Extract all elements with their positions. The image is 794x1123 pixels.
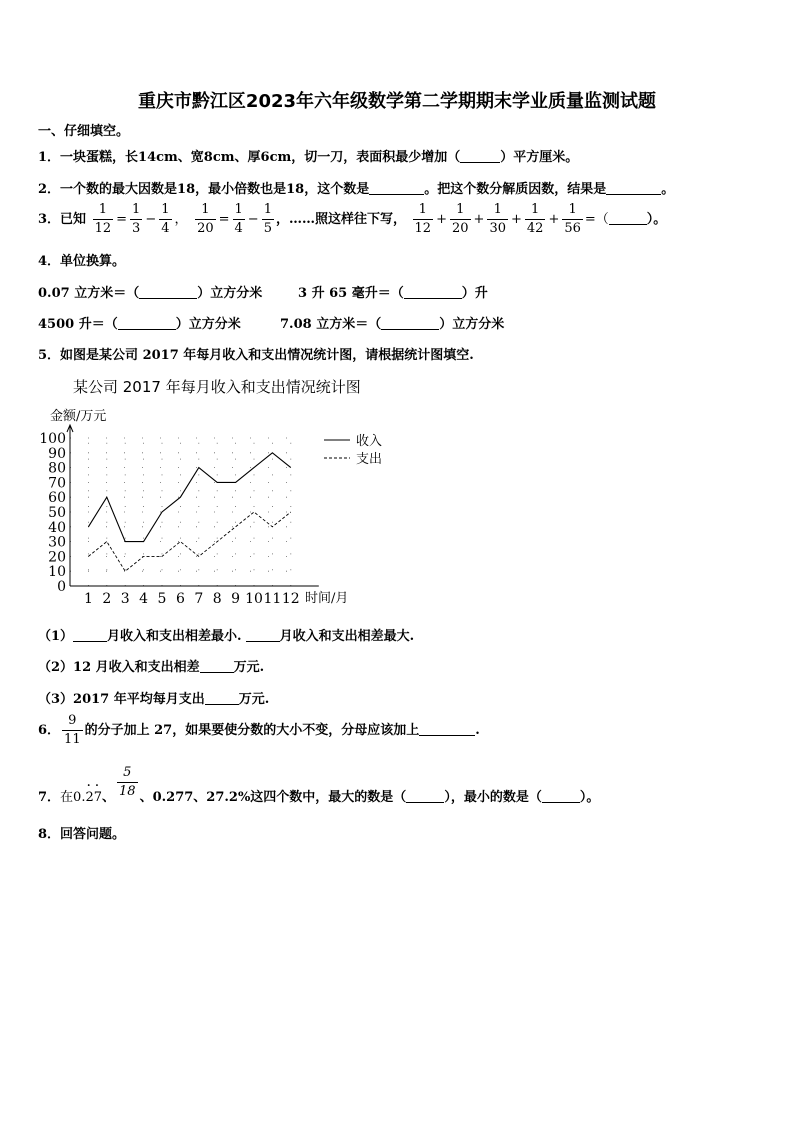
section-heading: 一、仔细填空。 [38,124,130,139]
series-line-dashed [88,512,290,571]
question-text: 、0.277、27.2%这四个数中，最大的数是（ [139,790,407,805]
x-axis-label: 时间/月 [305,591,349,606]
answer-blank[interactable] [381,316,439,330]
answer-blank[interactable] [542,789,580,803]
x-tick-label: 11 [263,591,282,607]
answer-blank[interactable] [200,659,234,673]
question-text: 如图是某公司 2017 年每月收入和支出情况统计图，请根据统计图填空. [60,348,474,363]
question-7: 7．在0.· 2· 7、 $\frac{5}{18}$ 、0.277、27.2%这四个数中，最大的数是（ ），最小的数是（ ）。 [38,764,599,805]
question-number: 4． [38,254,61,269]
page-title: 重庆市黔江区2023年六年级数学第二学期期末学业质量监测试题 [137,91,657,112]
fraction: $\frac{1}{3}$ [132,202,141,236]
answer-blank[interactable] [139,285,197,299]
line-chart [30,400,410,615]
legend-label: 收入 [356,434,383,449]
answer-blank[interactable] [369,181,424,195]
y-tick-label: 50 [48,505,66,521]
chart-series [88,453,290,571]
question-6: 6． $\frac{9}{11}$ 的分子加上 27，如果要使分数的大小不变，分母应该加上 . [38,713,480,747]
y-tick-label: 30 [48,534,66,551]
question-1 [38,146,578,165]
answer-blank[interactable] [419,722,475,736]
question-text-end: 。 [661,182,675,197]
question-text: 已知 [60,212,87,227]
question-text-mid: 。把这个数分解质因数，结果是 [424,182,607,197]
question-text: 一块蛋糕，长14cm、宽8cm、厚6cm，切一刀，表面积最少增加（ [60,150,461,165]
answer-blank[interactable] [205,691,239,705]
y-tick-label: 60 [48,490,66,507]
question-text: 的分子加上 27，如果要使分数的大小不变，分母应该加上 [84,723,420,738]
x-tick-label: 2 [102,591,112,607]
y-axis-label: 金额/万元 [50,409,107,424]
y-tick-label: 70 [48,475,66,492]
y-tick-label: 40 [48,519,66,536]
y-tick-label: 20 [48,549,66,566]
x-tick-label: 12 [281,591,300,607]
question-number: 8． [38,827,61,842]
x-tick-label: 10 [245,591,263,607]
series-line-solid [88,453,290,542]
legend-label: 支出 [356,452,383,467]
question-text: 一个数的最大因数是18，最小倍数也是18，这个数是 [60,182,370,197]
y-tick-label: 80 [48,460,66,477]
answer-blank[interactable] [246,628,280,642]
answer-blank[interactable] [404,285,462,299]
x-tick-label: 6 [175,591,185,607]
x-ticks [84,591,300,607]
question-5 [38,344,474,363]
question-number: 3． [38,212,61,227]
chart-title: 某公司 2017 年每月收入和支出情况统计图 [73,378,361,396]
answer-blank[interactable] [609,211,647,225]
question-5-part-3: （3）2017 年平均每月支出 万元. [38,692,270,707]
x-tick-label: 9 [231,591,241,607]
conversion-c: 4500 升＝（ ）立方分米 [38,317,241,332]
question-text: 单位换算。 [60,254,126,269]
x-tick-label: 5 [157,591,167,607]
question-number: 2． [38,182,61,197]
y-tick-label: 0 [57,579,66,595]
x-tick-label: 7 [194,591,204,607]
answer-blank[interactable] [460,149,500,163]
question-8 [38,823,125,842]
y-tick-label: 90 [48,445,66,462]
fraction: $\frac{1}{56}$ [564,202,581,236]
fraction: $\frac{1}{12}$ [414,202,432,236]
x-tick-label: 4 [139,591,149,607]
y-tick-label: 10 [48,564,66,581]
conversion-a: 0.07 立方米＝（ ）立方分米 [38,286,263,301]
question-number: 7． [38,790,61,805]
answer-blank[interactable] [406,789,444,803]
fraction: $\frac{1}{42}$ [526,202,544,236]
y-ticks [39,431,66,595]
answer-blank[interactable] [606,181,661,195]
fraction: $\frac{9}{11}$ [64,713,81,747]
question-text: =（ [584,212,609,227]
x-tick-label: 8 [212,591,222,607]
question-text: 回答问题。 [60,827,126,842]
question-number: 1． [38,150,61,165]
fraction: $\frac{1}{5}$ [263,202,272,236]
answer-blank[interactable] [73,628,107,642]
question-number: 5． [38,348,61,363]
question-3: 3．已知 $\frac{1}{12}$ = $\frac{1}{3}$ − $\frac{1}{4}$ ， $\frac{1}{20}$ = $\frac{1}{4}$ − $\frac{1}{5}$ ，……照这样往下写， $\frac{1}{12}$ + $\frac{1}{20}$ + $\frac{1}{30}$ + $\frac{1}{42}$ + $\frac{1}{56}$ =（ ）。 [38,202,667,236]
fraction: $\frac{1}{4}$ [234,202,243,236]
repeating-digit: · 2 [85,790,93,805]
question-5-part-2: （2）12 月收入和支出相差 万元. [38,660,265,675]
question-2 [38,178,674,197]
fraction: $\frac{1}{20}$ [451,202,469,236]
question-number: 6． [38,723,61,738]
repeating-digit: · 7 [94,790,102,805]
question-text-end: ）。 [646,212,667,227]
fraction: $\frac{1}{20}$ [197,202,214,236]
fraction: $\frac{5}{18}$ [119,765,136,799]
y-tick-label: 100 [39,431,66,447]
x-tick-label: 3 [120,591,130,607]
conversion-d: 7.08 立方米＝（ ）立方分米 [280,317,505,332]
question-text-end: ）平方厘米。 [500,150,579,165]
question-4 [38,250,125,269]
chart-legend [324,433,382,467]
chart-axes [67,425,319,586]
question-text: ，……照这样往下写， [275,212,406,227]
x-tick-label: 1 [83,591,93,607]
conversion-b: 3 升 65 毫升＝（ ）升 [298,286,488,301]
fraction: $\frac{1}{30}$ [489,202,506,236]
answer-blank[interactable] [118,316,176,330]
fraction: $\frac{1}{4}$ [161,202,170,236]
question-5-part-1: （1） 月收入和支出相差最小. 月收入和支出相差最大. [38,629,415,644]
fraction: $\frac{1}{12}$ [94,202,112,236]
